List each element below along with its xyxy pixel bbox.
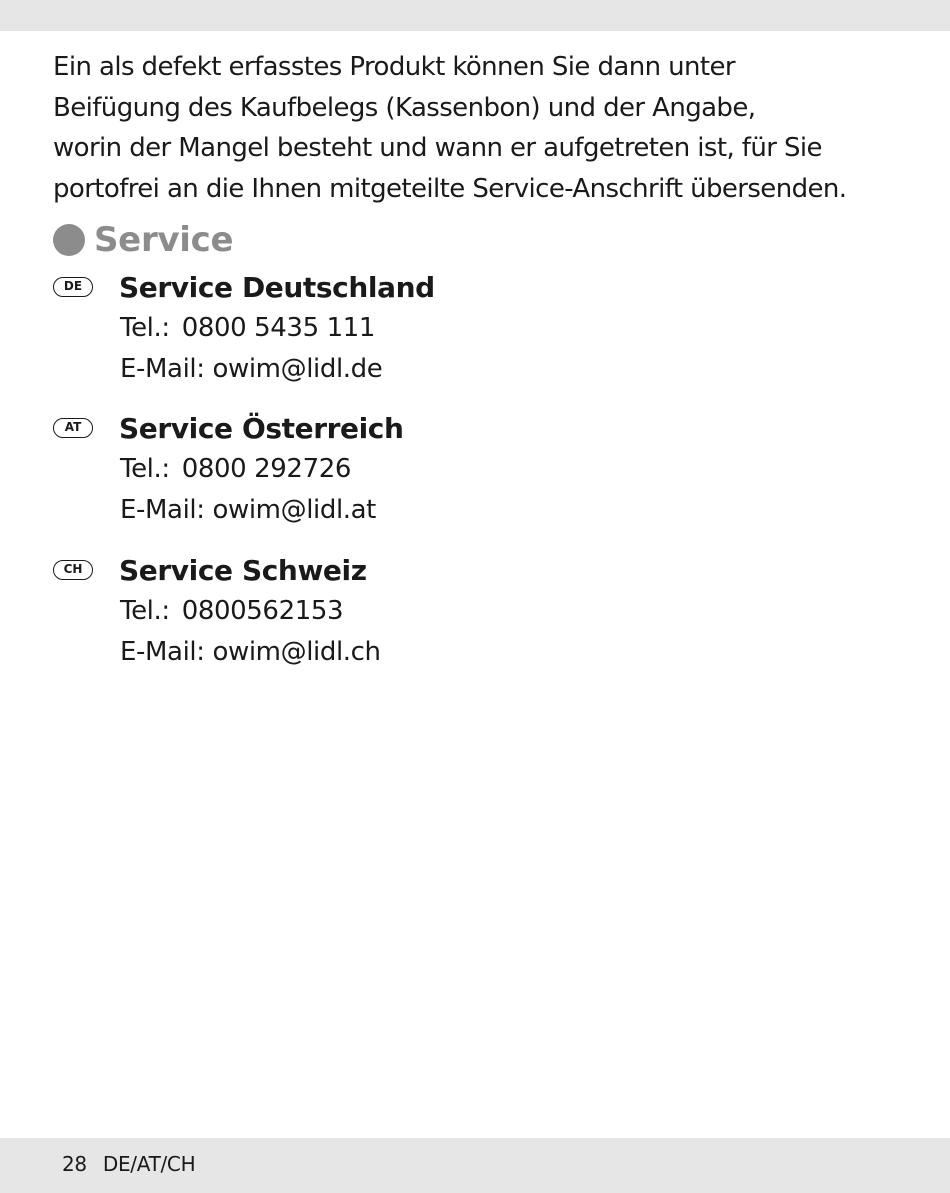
- page-footer: [62, 1150, 195, 1178]
- footer-countries: DE/AT/CH: [102, 1152, 196, 1176]
- service-email: [120, 349, 435, 390]
- section-title: Service: [94, 220, 234, 260]
- intro-line: portofrei an die Ihnen mitgeteilte Service-Anschrift übersenden.: [53, 173, 847, 204]
- service-phone: [120, 591, 381, 632]
- email-label: E-Mail:: [120, 494, 205, 525]
- section-heading: [53, 216, 233, 264]
- country-badge-at: AT: [53, 418, 93, 438]
- phone-label: Tel.:: [120, 596, 170, 626]
- service-title: Service Deutschland: [119, 270, 435, 304]
- phone-number[interactable]: 0800 5435 111: [181, 313, 376, 343]
- phone-number[interactable]: 0800562153: [181, 596, 344, 626]
- bullet-icon: [53, 224, 85, 256]
- service-block-de: [53, 266, 435, 389]
- service-email: [120, 490, 404, 531]
- service-email: [120, 632, 381, 673]
- service-title: Service Österreich: [119, 411, 404, 445]
- service-phone: [120, 308, 435, 349]
- intro-line: Ein als defekt erfasstes Produkt können Sie dann unter: [53, 52, 735, 82]
- intro-paragraph: [53, 47, 913, 209]
- service-block-at: [53, 407, 404, 530]
- intro-line: Beifügung des Kaufbelegs (Kassenbon) und der Angabe,: [53, 92, 756, 123]
- email-address[interactable]: owim@lidl.ch: [212, 636, 381, 667]
- email-label: E-Mail:: [120, 353, 205, 384]
- email-address[interactable]: owim@lidl.at: [212, 494, 376, 525]
- email-address[interactable]: owim@lidl.de: [212, 353, 383, 384]
- service-block-ch: [53, 549, 381, 672]
- top-band: [0, 0, 950, 31]
- service-phone: [120, 449, 404, 490]
- phone-number[interactable]: 0800 292726: [181, 454, 352, 484]
- country-badge-ch: CH: [53, 560, 93, 580]
- country-badge-de: DE: [53, 277, 93, 297]
- intro-line: worin der Mangel besteht und wann er aufgetreten ist, für Sie: [53, 133, 822, 163]
- email-label: E-Mail:: [120, 636, 205, 667]
- phone-label: Tel.:: [120, 313, 170, 343]
- page-number: 28: [62, 1152, 87, 1176]
- service-title: Service Schweiz: [119, 553, 367, 587]
- phone-label: Tel.:: [120, 454, 170, 484]
